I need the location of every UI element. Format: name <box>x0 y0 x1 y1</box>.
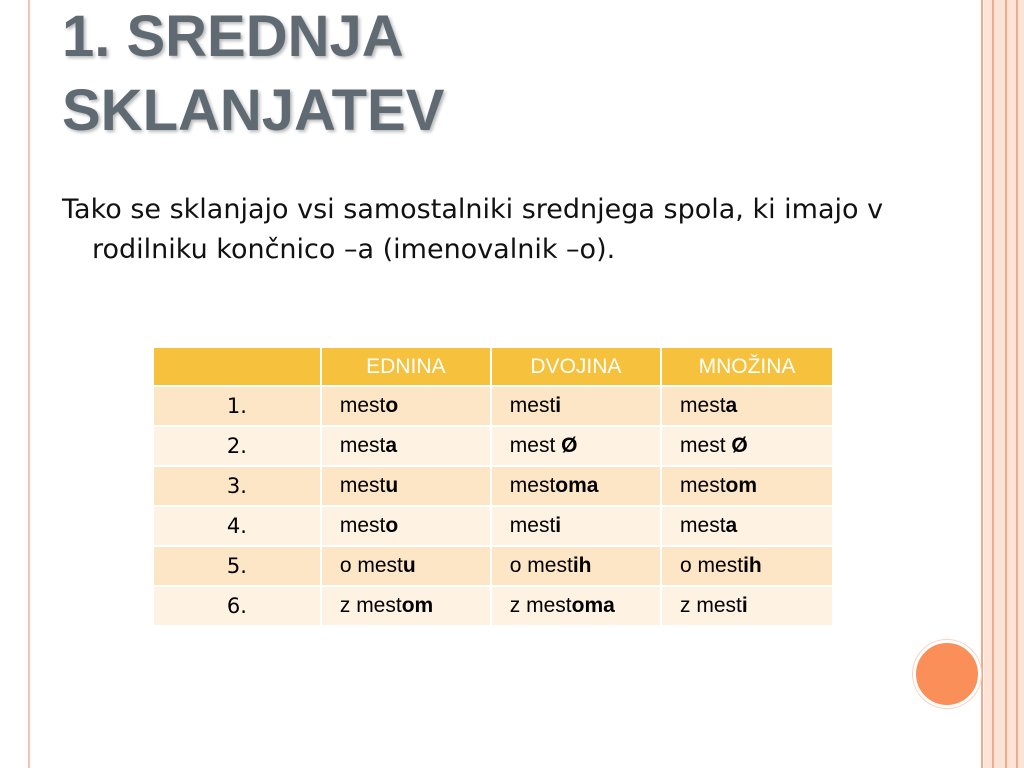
form-dvojina: o mestih <box>491 546 661 586</box>
form-ednina: mesto <box>321 506 491 546</box>
header-cell-dvojina: DVOJINA <box>491 347 661 386</box>
right-decor-stripe <box>992 0 994 768</box>
form-mnozina: z mesti <box>661 586 833 626</box>
form-dvojina: mesti <box>491 506 661 546</box>
form-mnozina: mesta <box>661 506 833 546</box>
form-mnozina: mestom <box>661 466 833 506</box>
form-mnozina: mest Ø <box>661 426 833 466</box>
table-row <box>153 586 833 626</box>
case-number: 2. <box>153 426 321 466</box>
slide-title-line1: 1. SREDNJA <box>62 4 404 69</box>
left-decor-line <box>28 0 30 768</box>
form-ednina: o mestu <box>321 546 491 586</box>
form-mnozina: o mestih <box>661 546 833 586</box>
right-decor-border <box>984 0 1024 768</box>
form-dvojina: mesti <box>491 386 661 426</box>
right-decor-stripe <box>1016 0 1018 768</box>
table-row <box>153 466 833 506</box>
case-number: 5. <box>153 546 321 586</box>
case-number: 6. <box>153 586 321 626</box>
case-number: 1. <box>153 386 321 426</box>
case-number: 3. <box>153 466 321 506</box>
form-dvojina: mest Ø <box>491 426 661 466</box>
table-header-row <box>153 347 833 386</box>
form-dvojina: z mestoma <box>491 586 661 626</box>
decor-circle <box>913 640 981 708</box>
case-number: 4. <box>153 506 321 546</box>
table-row <box>153 426 833 466</box>
slide-title-line2: SKLANJATEV <box>62 78 445 143</box>
form-ednina: mestu <box>321 466 491 506</box>
right-decor-stripe <box>981 0 983 768</box>
slide-description: Tako se sklanjajo vsi samostalniki srednjega spola, ki imajo v rodilniku končnico –a (imenovalnik –o). <box>62 194 884 265</box>
form-ednina: mesta <box>321 426 491 466</box>
header-cell-ednina: EDNINA <box>321 347 491 386</box>
header-cell-empty <box>153 347 321 386</box>
form-dvojina: mestoma <box>491 466 661 506</box>
slide-title <box>62 0 444 148</box>
form-ednina: z mestom <box>321 586 491 626</box>
form-ednina: mesto <box>321 386 491 426</box>
header-cell-mnozina: MNOŽINA <box>661 347 833 386</box>
table-row <box>153 386 833 426</box>
table-row <box>153 506 833 546</box>
form-mnozina: mesta <box>661 386 833 426</box>
right-decor-stripe <box>1005 0 1007 768</box>
table-row <box>153 546 833 586</box>
declension-table <box>152 346 834 627</box>
